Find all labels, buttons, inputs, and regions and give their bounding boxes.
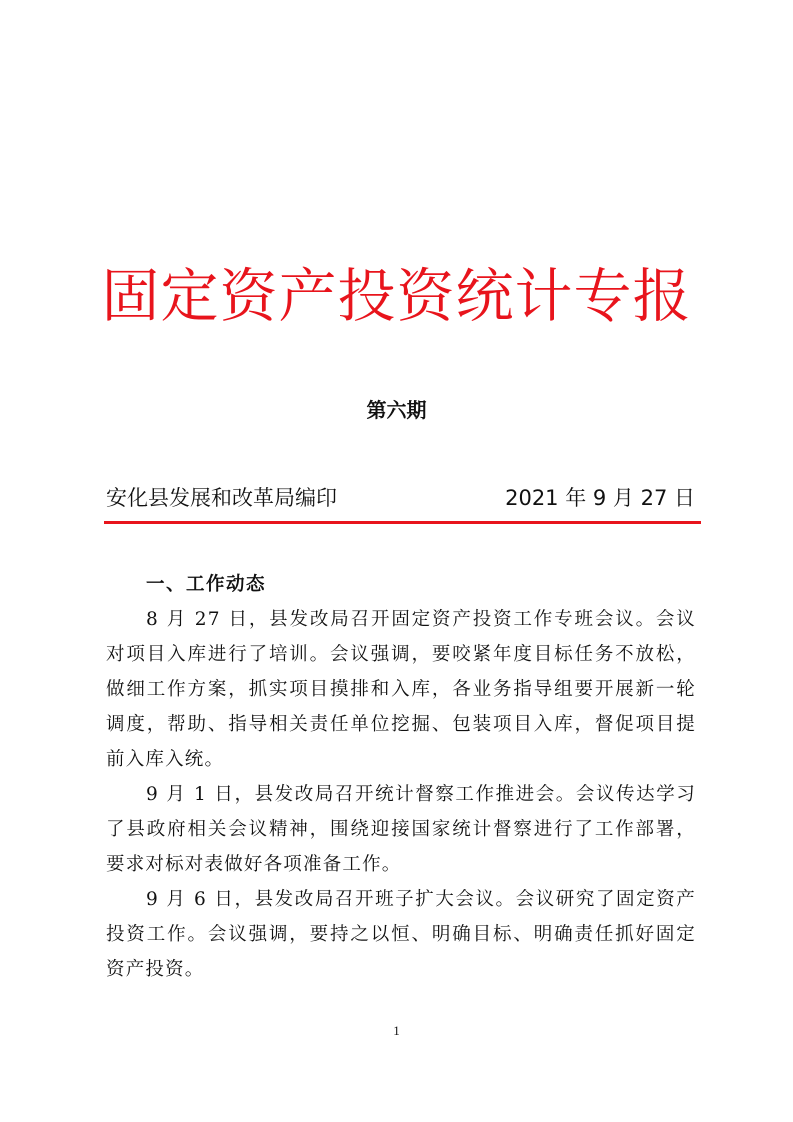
paragraph-3: 9 月 6 日，县发改局召开班子扩大会议。会议研究了固定资产投资工作。会议强调，要持之以恒、明确目标、明确责任抓好固定资产投资。 (106, 889, 696, 980)
publish-date: 2021 年 9 月 27 日 (505, 486, 695, 510)
paragraph-2: 9 月 1 日，县发改局召开统计督察工作推进会。会议传达学习了县政府相关会议精神，围绕迎接国家统计督察进行了工作部署，要求对标对表做好各项准备工作。 (106, 784, 696, 875)
section-heading: 一、工作动态 (146, 574, 267, 595)
header-divider (104, 521, 701, 524)
document-body (106, 567, 696, 987)
report-title: 固定资产投资统计专报 (101, 262, 692, 330)
page-number: 1 (393, 1023, 400, 1038)
publisher-line: 安化县发展和改革局编印 (106, 486, 337, 510)
issue-number: 第六期 (366, 398, 427, 422)
paragraph-1: 8 月 27 日，县发改局召开固定资产投资工作专班会议。会议对项目入库进行了培训。会议强调，要咬紧年度目标任务不放松，做细工作方案，抓实项目摸排和入库，各业务指导组要开展新一轮调度，帮助、指导相关责任单位挖掘、包装项目入库，督促项目提前入库入统。 (106, 609, 696, 770)
